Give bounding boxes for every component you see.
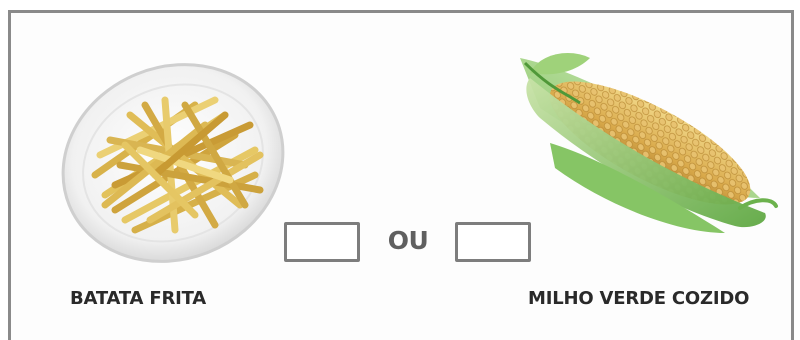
- corn-cob-image: [510, 48, 780, 238]
- french-fries-plate-image: [55, 55, 295, 265]
- separator-ou: OU: [387, 226, 429, 255]
- checkbox-milho-verde-cozido[interactable]: [455, 222, 531, 262]
- label-batata-frita: BATATA FRITA: [70, 288, 207, 309]
- checkbox-batata-frita[interactable]: [284, 222, 360, 262]
- label-milho-verde-cozido: MILHO VERDE COZIDO: [528, 288, 750, 309]
